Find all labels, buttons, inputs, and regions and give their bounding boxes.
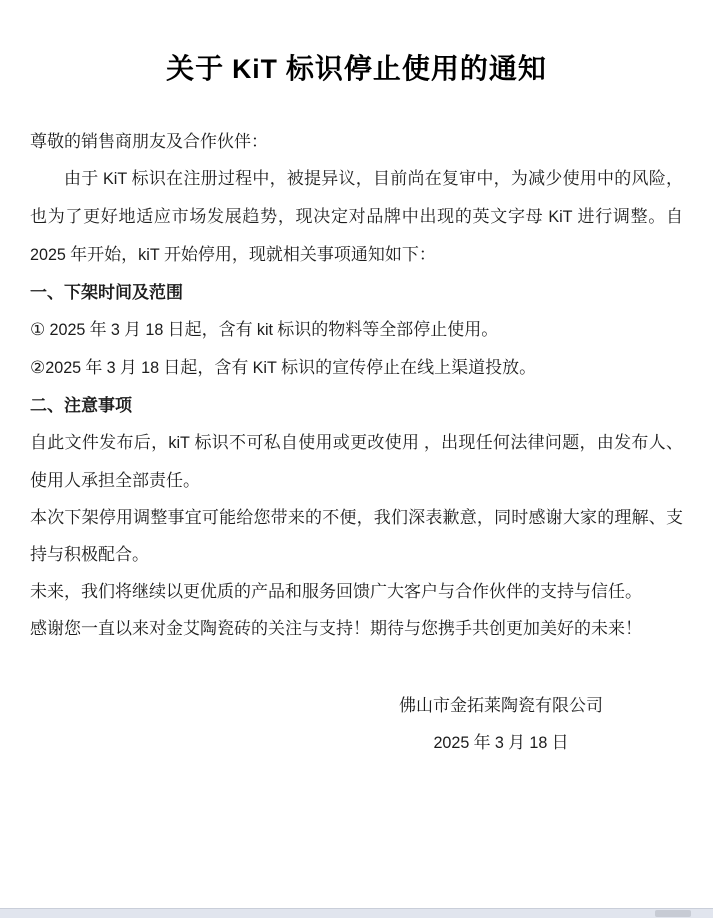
notice-title: 关于 KiT 标识停止使用的通知 bbox=[166, 54, 547, 85]
section-1-heading: 一、下架时间及范围 bbox=[30, 283, 183, 302]
section-2-paragraph-3: 未来，我们将继续以更优质的产品和服务回馈广大客户与合作伙伴的支持与信任。 bbox=[30, 582, 642, 601]
signature-company: 佛山市金拓莱陶瓷有限公司 bbox=[399, 696, 603, 715]
section-1-item-1: ① 2025 年 3 月 18 日起，含有 kit 标识的物料等全部停止使用。 bbox=[30, 320, 499, 339]
intro-paragraph: 由于 KiT 标识在注册过程中，被提异议，目前尚在复审中，为减少使用中的风险，也为了更好地适应市场发展趋势，现决定对品牌中出现的英文字母 KiT 进行调整。自 2025 年开始，kiT 开始停用，现就相关事项通知如下： bbox=[30, 169, 684, 264]
section-1-item-2: ②2025 年 3 月 18 日起，含有 KiT 标识的宣传停止在线上渠道投放。 bbox=[30, 358, 537, 377]
horizontal-scrollbar-thumb[interactable] bbox=[655, 910, 691, 917]
signature-date: 2025 年 3 月 18 日 bbox=[433, 733, 569, 752]
signature-block bbox=[399, 687, 603, 762]
notice-document bbox=[0, 50, 713, 762]
section-2-paragraph-4: 感谢您一直以来对金艾陶瓷砖的关注与支持！期待与您携手共创更加美好的未来！ bbox=[30, 619, 642, 638]
section-2-heading: 二、注意事项 bbox=[30, 396, 132, 415]
horizontal-scrollbar[interactable] bbox=[0, 908, 713, 918]
salutation: 尊敬的销售商朋友及合作伙伴： bbox=[30, 132, 268, 151]
section-2-paragraph-1: 自此文件发布后，kiT 标识不可私自使用或更改使用 ，出现任何法律问题，由发布人、使用人承担全部责任。 bbox=[30, 433, 683, 490]
section-2-paragraph-2: 本次下架停用调整事宜可能给您带来的不便，我们深表歉意，同时感谢大家的理解、支持与积极配合。 bbox=[30, 508, 683, 564]
